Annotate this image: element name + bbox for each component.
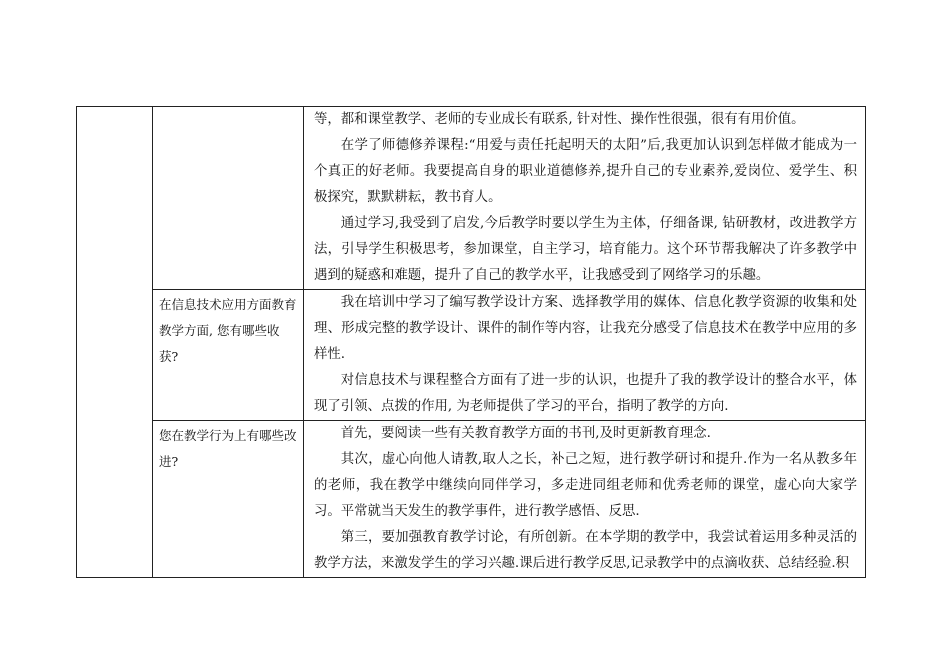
- answer-cell: [304, 290, 866, 421]
- answer-paragraph: 其次，虚心向他人请教,取人之长，补己之短，进行教学研讨和提升.作为一名从教多年的老师，我在教学中继续向同伴学习，多走进同组老师和优秀老师的课堂，虚心向大家学习。平常就当天发生的教学事件，进行教学感悟、反思.: [314, 452, 857, 519]
- table-row: [77, 421, 866, 578]
- question-cell: [153, 421, 304, 578]
- category-cell: [77, 107, 153, 578]
- answer-paragraph: 第三，要加强教育教学讨论，有所创新。在本学期的教学中，我尝试着运用多种灵活的教学方法，来激发学生的学习兴趣.课后进行教学反思,记录教学中的点滴收获、总结经验.积: [314, 530, 857, 571]
- answer-paragraph: 在学了师德修养课程:“用爱与责任托起明天的太阳”后,我更加认识到怎样做才能成为一个真正的好老师。我要提高自身的职业道德修养,提升自己的专业素养,爱岗位、爱学生、积极探究，默默耕耘，教书育人。: [314, 138, 857, 205]
- answer-cell: [304, 421, 866, 578]
- answer-paragraph: 对信息技术与课程整合方面有了进一步的认识，也提升了我的教学设计的整合水平，体现了引领、点拨的作用, 为老师提供了学习的平台，指明了教学的方向.: [314, 373, 857, 414]
- question-cell: [153, 290, 304, 421]
- answer-paragraph: 我在培训中学习了编写教学设计方案、选择教学用的媒体、信息化教学资源的收集和处理、形成完整的教学设计、课件的制作等内容，让我充分感受了信息技术在教学中应用的多样性.: [314, 295, 857, 362]
- table-row: [77, 107, 866, 290]
- reflection-table: [76, 106, 866, 578]
- question-cell: [153, 107, 304, 290]
- answer-cell: [304, 107, 866, 290]
- question-text: 您在教学行为上有哪些改进?: [159, 428, 297, 469]
- table-row: [77, 290, 866, 421]
- answer-paragraph: 通过学习,我受到了启发,今后教学时要以学生为主体，仔细备课, 钻研教材，改进教学方法，引导学生积极思考，参加课堂，自主学习，培育能力。这个环节帮我解决了许多教学中遇到的疑惑和难题，提升了自己的教学水平，让我感受到了网络学习的乐趣。: [314, 216, 857, 283]
- question-text: 在信息技术应用方面教育教学方面, 您有哪些收获?: [159, 297, 297, 364]
- answer-paragraph: 首先，要阅读一些有关教育教学方面的书刊,及时更新教育理念.: [340, 426, 711, 441]
- answer-paragraph: 等，都和课堂教学、老师的专业成长有联系, 针对性、操作性很强，很有有用价值。: [314, 112, 805, 127]
- question-text: [153, 107, 303, 109]
